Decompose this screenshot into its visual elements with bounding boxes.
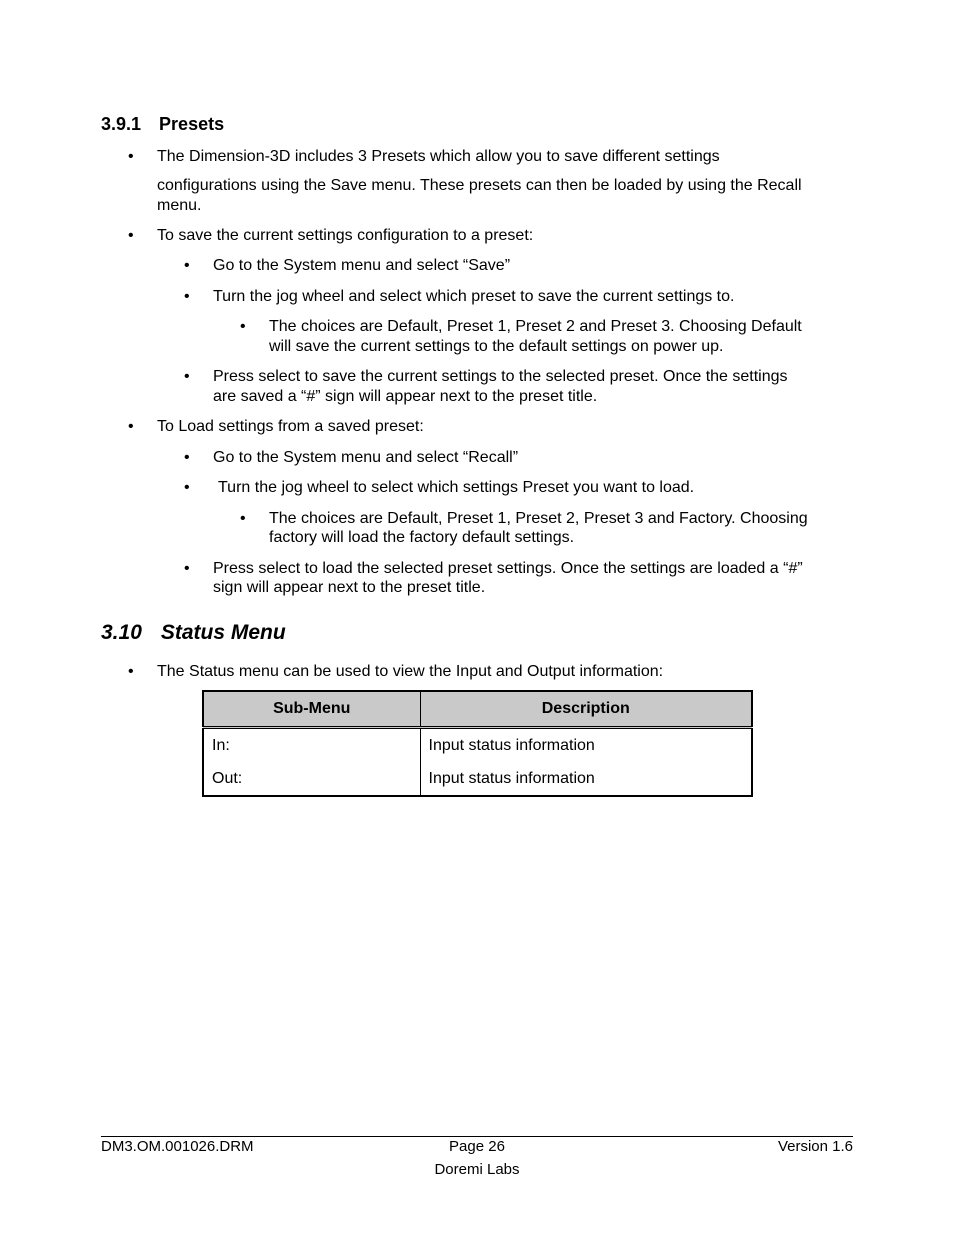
column-header-description: Description — [420, 691, 752, 728]
save-step-3-line1: Press select to save the current settings to the selected preset. Once the settings — [213, 368, 788, 385]
load-step-1: Go to the System menu and select “Recall” — [213, 449, 519, 466]
table-header-row — [203, 691, 752, 728]
footer-doc-id: DM3.OM.001026.DRM — [101, 1138, 254, 1155]
section-title: Presets — [159, 114, 225, 134]
footer-version: Version 1.6 — [777, 1138, 853, 1155]
load-step-3-line1: Press select to load the selected preset settings. Once the settings are loaded a “#” — [213, 560, 803, 577]
load-step-2: Turn the jog wheel to select which settings Preset you want to load. — [218, 479, 695, 496]
table-cell-submenu: In: — [203, 728, 420, 763]
section-number: 3.9.1 — [101, 114, 142, 134]
load-step-3-line2: sign will appear next to the preset title. — [213, 579, 486, 596]
column-header-sub-menu: Sub-Menu — [203, 691, 420, 728]
bullet-marker: • — [128, 148, 134, 165]
footer-page-number: Page 26 — [449, 1138, 505, 1155]
footer-company: Doremi Labs — [434, 1161, 520, 1178]
status-submenu-table — [202, 690, 753, 797]
presets-intro-line3: menu. — [157, 197, 202, 214]
save-note-line2: will save the current settings to the default settings on power up. — [269, 338, 724, 355]
presets-intro-line2: configurations using the Save menu. These presets can then be loaded by using the Recall — [157, 177, 802, 194]
save-step-1: Go to the System menu and select “Save” — [213, 257, 511, 274]
bullet-marker: • — [184, 449, 190, 466]
bullet-marker: • — [128, 663, 134, 680]
save-note-line1: The choices are Default, Preset 1, Preset 2 and Preset 3. Choosing Default — [269, 318, 802, 335]
load-intro: To Load settings from a saved preset: — [157, 418, 424, 435]
bullet-marker: • — [184, 368, 190, 385]
status-intro: The Status menu can be used to view the Input and Output information: — [157, 663, 664, 680]
save-intro: To save the current settings configuration to a preset: — [157, 227, 534, 244]
bullet-marker: • — [184, 288, 190, 305]
bullet-marker: • — [184, 479, 190, 496]
bullet-marker: • — [184, 257, 190, 274]
section-number: 3.10 — [101, 621, 142, 644]
section-heading-status-menu — [101, 621, 286, 645]
load-note-line2: factory will load the factory default settings. — [269, 529, 575, 546]
section-title: Status Menu — [160, 621, 286, 644]
table-cell-submenu: Out: — [203, 762, 420, 796]
save-step-3-line2: are saved a “#” sign will appear next to the preset title. — [213, 388, 598, 405]
save-step-2: Turn the jog wheel and select which preset to save the current settings to. — [213, 288, 735, 305]
load-note-line1: The choices are Default, Preset 1, Preset 2, Preset 3 and Factory. Choosing — [269, 510, 808, 527]
footer-divider — [101, 1136, 853, 1137]
bullet-marker: • — [240, 318, 246, 335]
table-cell-description: Input status information — [428, 736, 595, 754]
table-cell-description: Input status information — [428, 769, 595, 787]
bullet-marker: • — [184, 560, 190, 577]
table-row — [203, 728, 752, 763]
bullet-marker: • — [128, 227, 134, 244]
table-row — [203, 762, 752, 796]
bullet-marker: • — [240, 510, 246, 527]
bullet-marker: • — [128, 418, 134, 435]
presets-intro-line1: The Dimension-3D includes 3 Presets which allow you to save different settings — [157, 148, 720, 165]
section-heading-presets — [101, 114, 224, 135]
